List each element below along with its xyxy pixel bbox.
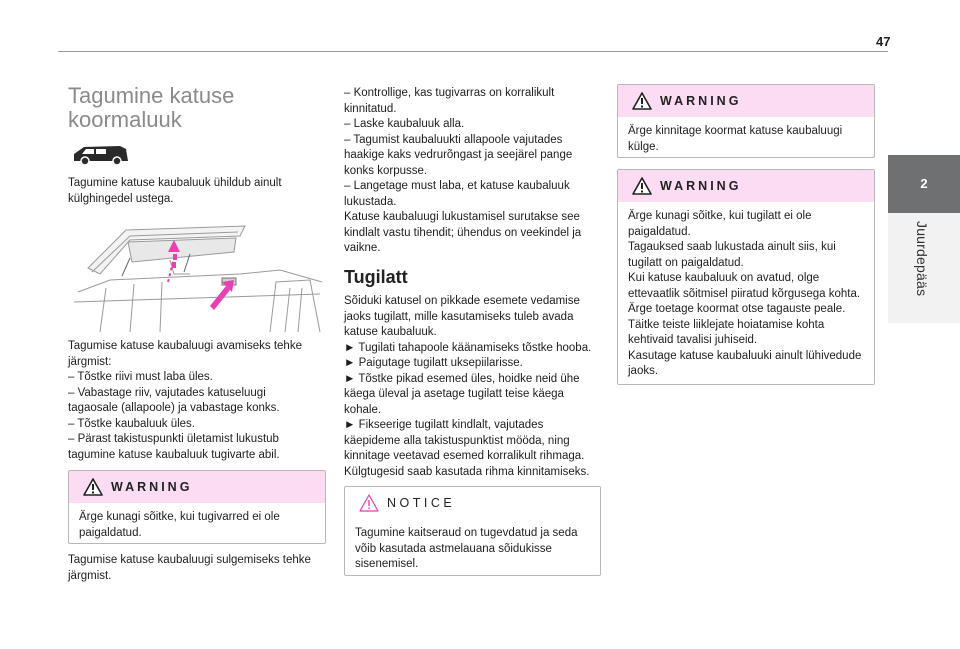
chapter-label-tab[interactable] xyxy=(888,213,960,323)
roof-hatch-illustration xyxy=(70,222,328,334)
van-silhouette-icon xyxy=(70,143,132,167)
chapter-tab[interactable]: 2 xyxy=(888,155,960,213)
notice-header xyxy=(345,487,600,519)
close-intro-text: Tagumise katuse kaubaluugi sulgemiseks tehke järgmist. xyxy=(68,554,311,582)
warning-box-support-arms xyxy=(68,470,326,544)
top-divider xyxy=(58,51,888,52)
warning-title: WARNING xyxy=(660,179,742,193)
warning-text: Ärge kinnitage koormat katuse kaubaluugi külge. xyxy=(628,125,843,153)
warning-triangle-icon xyxy=(632,92,652,110)
warning-header xyxy=(69,471,325,503)
warning-box-roof-bar xyxy=(617,169,875,385)
page-number: 47 xyxy=(876,34,891,49)
open-steps-text: Tagumise katuse kaubaluugi avamiseks tehke järgmist: – Tõstke riivi must laba üles. – Vabastage riiv, vajutades katuseluugi tagaosale (allapoole) ja vabastage konks. – Tõstke kaubaluuk üles. – Pärast takistuspunkti ületamist lukustub tagumine katuse kaubaluuk tugivarte abil. xyxy=(68,340,302,461)
warning-text: Ärge kunagi sõitke, kui tugivarred ei ole paigaldatud. xyxy=(79,511,280,539)
warning-header xyxy=(618,170,874,202)
tugilatt-title: Tugilatt xyxy=(344,267,408,287)
warning-triangle-icon xyxy=(632,177,652,195)
section-title: Tagumine katuse koormaluuk xyxy=(68,83,235,132)
close-steps-text: – Kontrollige, kas tugivarras on korralikult kinnitatud. – Laske kaubaluuk alla. – Tagumist kaubaluukti allapoole vajutades haakige kaks vedrurõngast ja seejärel pange konks korpusse. – Langetage must laba, et katuse kaubaluuk lukustada. Katuse kaubaluugi lukustamisel surutakse see kindlalt vastu tihendit; ühendus on veekindel ja vaikne. xyxy=(344,87,582,254)
warning-title: WARNING xyxy=(111,480,193,494)
notice-box-bumper xyxy=(344,486,601,576)
warning-header xyxy=(618,85,874,117)
notice-triangle-icon xyxy=(359,494,379,512)
warning-triangle-icon xyxy=(83,478,103,496)
warning-title: WARNING xyxy=(660,94,742,108)
notice-text: Tagumine kaitseraud on tugevdatud ja seda võib kasutada astmelauana sõidukisse sisenemisel. xyxy=(355,527,578,570)
warning-box-load xyxy=(617,84,875,158)
warning-text: Ärge kunagi sõitke, kui tugilatt ei ole paigaldatud. Tagauksed saab lukustada ainult siis, kui tugilatt on paigaldatud. Kui katuse kaubaluuk on avatud, olge ettevaatlik sõitmisel piiratud kõrgusega kohta. Ärge toetage koormat otse tagauste peale. Täitke teiste liiklejate hoiatamise kohta kehtivaid tavalisi juhiseid. Kasutage katuse kaubaluuki ainult lühivedude jaoks. xyxy=(628,210,862,377)
tugilatt-text: Sõiduki katusel on pikkade esemete vedamise jaoks tugilatt, mille kasutamiseks tuleb avada katuse kaubaluuk. ► Tugilati tahapoole käänamiseks tõstke hooba. ► Paigutage tugilatt uksepiilarisse. ► Tõstke pikad esemed üles, hoidke neid ühe käega üleval ja asetage tugilatt teise käega kohale. ► Fikseerige tugilatt kindlalt, vajutades käepideme alla takistuspunktist mööda, ning kinnitage veetavad esemed korralikult rihmaga. Külgtugesid saab kasutada rihma kinnitamiseks. xyxy=(344,295,592,478)
notice-title: NOTICE xyxy=(387,496,456,510)
intro-text: Tagumine katuse kaubaluuk ühildub ainult külghingedel ustega. xyxy=(68,177,282,205)
chapter-label: Juurdepääs xyxy=(914,221,930,297)
